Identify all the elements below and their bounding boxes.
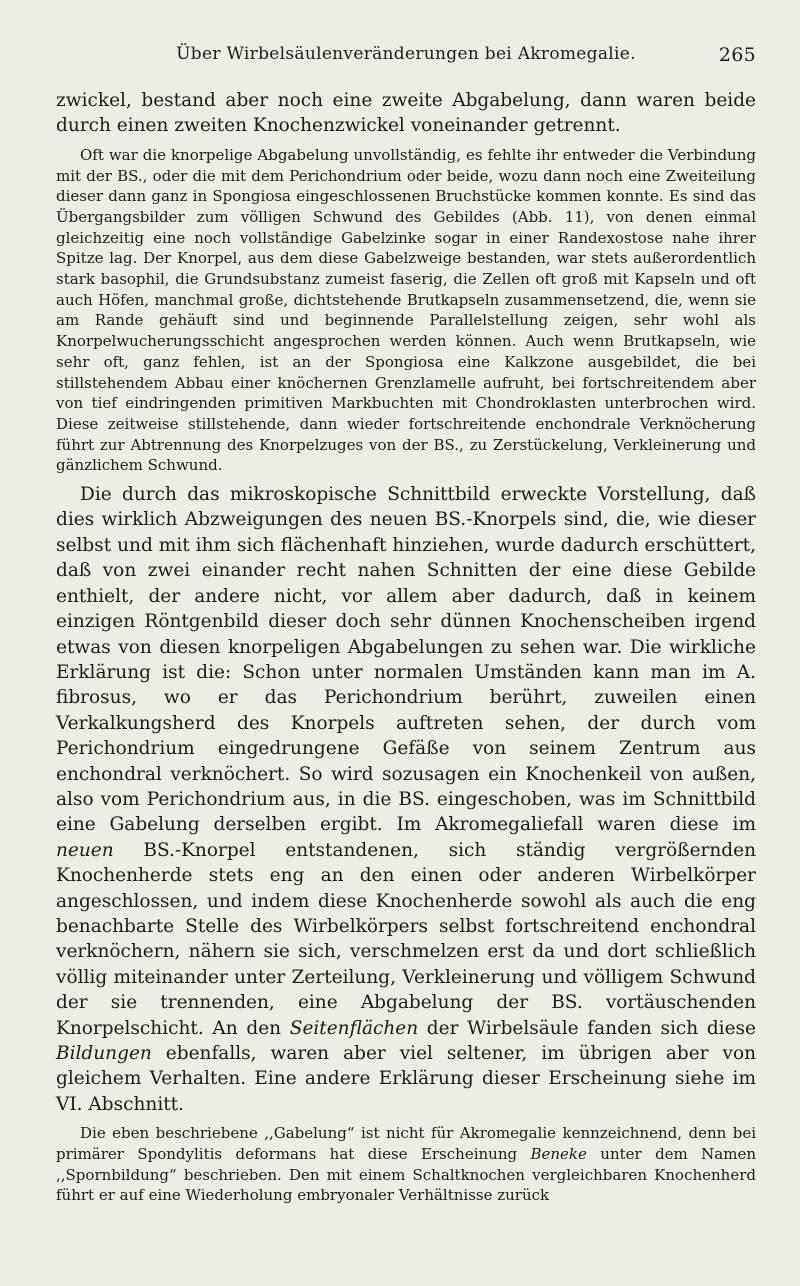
emphasis-author-beneke: Beneke — [530, 1144, 587, 1163]
emphasis-bildungen: Bildungen — [56, 1043, 152, 1064]
book-page — [56, 42, 756, 1206]
text-run: Die eben beschriebene ,,Gabelung“ ist nicht für Akromegalie kennzeichnend, denn bei primärer Spondylitis deformans hat diese Erscheinung — [56, 1124, 756, 1163]
text-run: ebenfalls, waren aber viel seltener, im übrigen aber von gleichem Verhalten. Eine andere Erklärung dieser Erscheinung siehe im VI. Abschnitt. — [56, 1043, 756, 1115]
text-run: Die durch das mikroskopische Schnittbild erweckte Vorstellung, daß dies wirklich Abzweigungen des neuen BS.-Knorpels sind, die, wie dieser selbst und mit ihm sich flächenhaft hinziehen, wurde dadurch erschüttert, daß von zwei einander recht nahen Schnitten der eine diese Gebilde enthielt, der andere nicht, vor allem aber dadurch, daß in keinem einzigen Röntgenbild dieser doch sehr dünnen Knochenscheiben irgend etwas von diesen knorpeligen Abgabelungen zu sehen war. Die wirkliche Erklärung ist die: Schon unter normalen Umständen kann man im A. fibrosus, wo er das Perichondrium berührt, zuweilen einen Verkalkungsherd des Knorpels auftreten sehen, der durch vom Perichondrium eingedrungene Gefäße von seinem Zentrum aus enchondral verknöchert. So wird sozusagen ein Knochenkeil von außen, also vom Perichondrium aus, in die BS. eingeschoben, was im Schnittbild eine Gabelung derselben ergibt. Im Akromegaliefall waren diese im — [56, 484, 756, 836]
running-title: Über Wirbelsäulenveränderungen bei Akromegalie. — [176, 44, 636, 64]
running-head — [56, 42, 756, 72]
emphasis-neuen: neuen — [56, 839, 114, 861]
text-run: BS.-Knorpel entstandenen, sich ständig vergrößernden Knochenherde stets eng an den einen oder anderen Wirbelkörper angeschlossen, und indem diese Knochenherde sowohl als auch die eng benachbarte Stelle des Wirbelkörpers selbst fortschreitend enchondral verknöchern, nähern sie sich, verschmelzen erst da und dort schließlich völlig miteinander unter Zerteilung, Verkleinerung und völligem Schwund der sie trennenden, eine Abgabelung der BS. vortäuschenden Knorpelschicht. An den — [56, 839, 756, 1039]
page-number: 265 — [718, 44, 756, 66]
text-run: der Wirbelsäule fanden sich diese — [418, 1017, 756, 1039]
small-print-note — [56, 1123, 756, 1206]
text-run: unter dem Namen ,,Spornbildung“ beschrieben. Den mit einem Schaltknochen vergleichbaren Knochenherd führt er auf eine Wiederholung embryonaler Verhältnisse zurück — [56, 1144, 757, 1205]
small-print-paragraph: Oft war die knorpelige Abgabelung unvollständig, es fehlte ihr entweder die Verbindung mit der BS., oder die mit dem Perichondrium oder beide, wozu dann noch eine Zweiteilung dieser dann ganz in Spongiosa eingeschlossenen Bruchstücke kommen konnte. Es sind das Übergangsbilder zum völligen Schwund des Gebildes (Abb. 11), von denen einmal gleichzeitig eine noch vollständige Gabelzinke sogar in einer Randexostose nahe ihrer Spitze lag. Der Knorpel, aus dem diese Gabelzweige bestanden, war stets außerordentlich stark basophil, die Grundsubstanz zumeist faserig, die Zellen oft groß mit Kapseln und oft auch Höfen, manchmal große, dichtstehende Brutkapseln zusammensetzend, die, wenn sie am Rande gehäuft sind und beginnende Parallelstellung zeigen, sehr wohl als Knorpelwucherungsschicht angesprochen werden können. Auch wenn Brutkapseln, wie sehr oft, ganz fehlen, ist an der Spongiosa eine Kalkzone ausgebildet, die bei stillstehendem Abbau einer knöchernen Grenzlamelle aufruht, bei fortschreitendem aber von tief eindringenden primitiven Markbuchten mit Chondroklasten unterbrochen wird. Diese zeitweise stillstehende, dann wieder fortschreitende enchondrale Verknöcherung führt zur Abtrennung des Knorpelzuges von der BS., zu Zerstückelung, Verkleinerung und gänzlichem Schwund. — [56, 145, 756, 475]
main-paragraph — [56, 482, 756, 1117]
paragraph-continued: zwickel, bestand aber noch eine zweite Abgabelung, dann waren beide durch einen zweiten Knochenzwickel voneinander getrennt. — [56, 90, 756, 137]
emphasis-seitenflaechen: Seitenflächen — [289, 1017, 419, 1039]
